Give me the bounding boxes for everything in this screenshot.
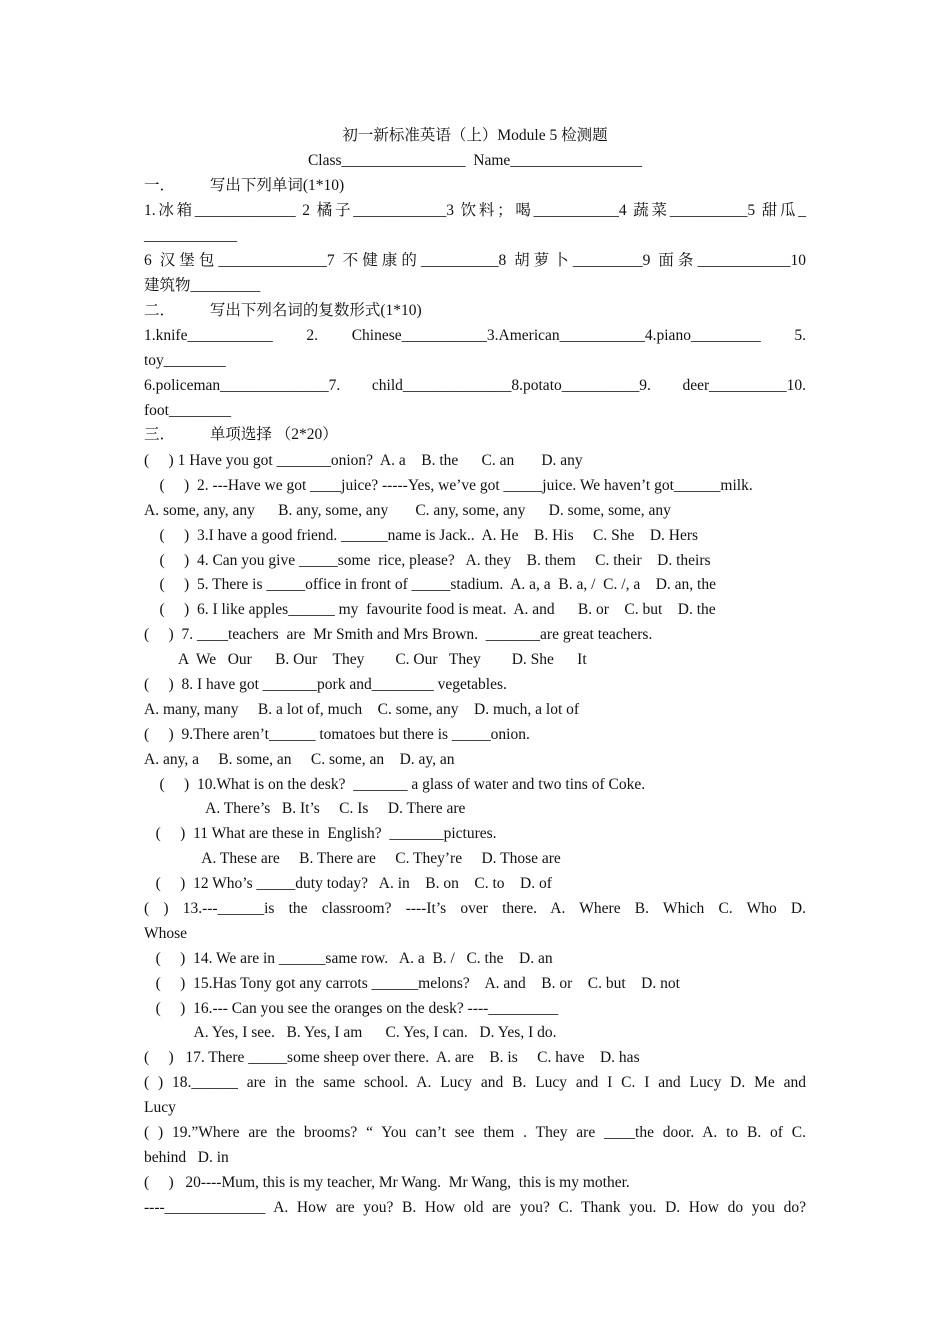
question-line: Whose bbox=[144, 925, 188, 942]
question-line: ( ) 5. There is _____office in front of _____stadium. A. a, a B. a, / C. /, a D. an, the bbox=[144, 576, 716, 593]
section-3-heading: 三． 单项选择 （2*20） bbox=[144, 426, 338, 443]
question-line: ( ) 20----Mum, this is my teacher, Mr Wang. Mr Wang, this is my mother. bbox=[144, 1174, 630, 1191]
question-line: ( ) 1 Have you got _______onion? A. a B. the C. an D. any bbox=[144, 452, 583, 469]
question-line: ( ) 17. There _____some sheep over there. A. are B. is C. have D. has bbox=[144, 1049, 640, 1066]
question-line: ( ) 12 Who’s _____duty today? A. in B. on C. to D. of bbox=[144, 875, 552, 892]
section-2-line: toy________ bbox=[144, 352, 226, 369]
question-line: ( ) 18.______ are in the same school. A. Lucy and B. Lucy and I C. I and Lucy D. Me and bbox=[144, 1074, 806, 1091]
section-1-heading: 一． 写出下列单词(1*10) bbox=[144, 177, 345, 194]
question-line: A. many, many B. a lot of, much C. some, any D. much, a lot of bbox=[144, 701, 580, 718]
question-line: ( ) 9.There aren’t______ tomatoes but there is _____onion. bbox=[144, 726, 530, 743]
section-2-heading: 二． 写出下列名词的复数形式(1*10) bbox=[144, 302, 422, 319]
question-line: ( ) 15.Has Tony got any carrots ______melons? A. and B. or C. but D. not bbox=[144, 975, 680, 992]
question-line: ( ) 4. Can you give _____some rice, please? A. they B. them C. their D. theirs bbox=[144, 552, 711, 569]
page-title: 初一新标准英语（上）Module 5 检测题 bbox=[342, 127, 608, 144]
section-1-line: 6 汉堡包______________7 不健康的__________8 胡萝卜_________9 面条____________10 bbox=[144, 252, 806, 269]
question-line: ----_____________ A. How are you? B. How old are you? C. Thank you. D. How do you do? bbox=[144, 1199, 806, 1216]
question-line: ( ) 2. ---Have we got ____juice? -----Yes, we’ve got _____juice. We haven’t got______milk. bbox=[144, 477, 753, 494]
question-line: A. some, any, any B. any, some, any C. any, some, any D. some, some, any bbox=[144, 502, 671, 519]
class-name-line: Class________________ Name_________________ bbox=[307, 152, 643, 169]
section-1-line: 建筑物_________ bbox=[144, 277, 261, 294]
question-line: A We Our B. Our They C. Our They D. She It bbox=[144, 651, 587, 668]
question-line: ( ) 6. I like apples______ my favourite food is meat. A. and B. or C. but D. the bbox=[144, 601, 716, 618]
question-line: Lucy bbox=[144, 1099, 176, 1116]
question-line: ( ) 3.I have a good friend. ______name is Jack.. A. He B. His C. She D. Hers bbox=[144, 527, 699, 544]
section-2-line: foot________ bbox=[144, 402, 231, 419]
question-line: ( ) 11 What are these in English? _______pictures. bbox=[144, 825, 497, 842]
question-line: ( ) 8. I have got _______pork and________ vegetables. bbox=[144, 676, 507, 693]
question-line: ( ) 14. We are in ______same row. A. a B. / C. the D. an bbox=[144, 950, 553, 967]
question-line: A. These are B. There are C. They’re D. Those are bbox=[144, 850, 561, 867]
question-line: ( ) 7. ____teachers are Mr Smith and Mrs Brown. _______are great teachers. bbox=[144, 626, 653, 643]
question-line: A. any, a B. some, an C. some, an D. ay, an bbox=[144, 751, 455, 768]
section-2-line: 1.knife___________ 2. Chinese___________3.American___________4.piano_________ 5. bbox=[144, 327, 806, 344]
section-1-line: ____________ bbox=[144, 227, 237, 244]
section-1-line: 1.冰箱_____________ 2 橘子____________3 饮料；喝___________4 蔬菜__________5 甜瓜_ bbox=[144, 202, 806, 219]
question-line: behind D. in bbox=[144, 1149, 229, 1166]
question-line: ( ) 19.”Where are the brooms? “ You can’t see them . They are ____the door. A. to B. of C. bbox=[144, 1124, 806, 1141]
question-line: A. There’s B. It’s C. Is D. There are bbox=[144, 800, 466, 817]
question-line: ( ) 10.What is on the desk? _______ a glass of water and two tins of Coke. bbox=[144, 776, 646, 793]
question-line: ( ) 13.---______is the classroom? ----It’s over there. A. Where B. Which C. Who D. bbox=[144, 900, 806, 917]
section-2-line: 6.policeman______________7. child______________8.potato__________9. deer__________10. bbox=[144, 377, 806, 394]
question-line: A. Yes, I see. B. Yes, I am C. Yes, I can. D. Yes, I do. bbox=[144, 1024, 557, 1041]
question-line: ( ) 16.--- Can you see the oranges on the desk? ----_________ bbox=[144, 1000, 559, 1017]
